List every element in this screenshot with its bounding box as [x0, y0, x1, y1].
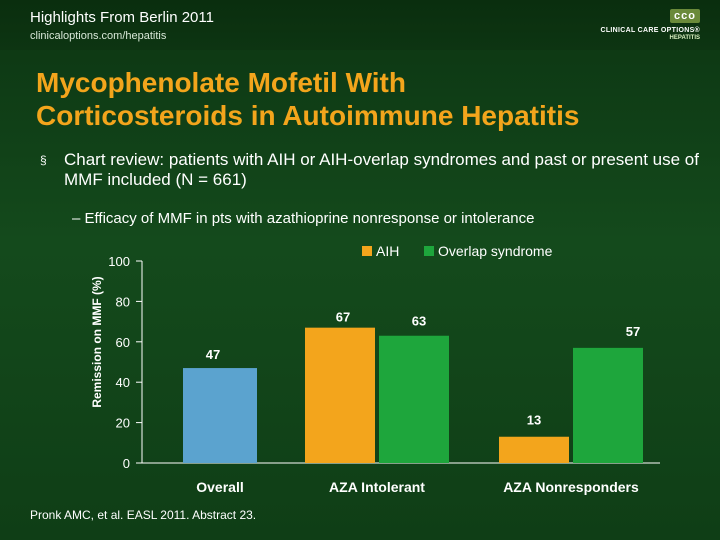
y-tick-label: 0 — [122, 456, 130, 471]
data-label-aih: 67 — [335, 309, 351, 325]
sub-bullet-text: Efficacy of MMF in pts with azathioprine nonresponse or intolerance — [84, 210, 535, 227]
y-tick-label: 40 — [115, 375, 130, 391]
legend-label-aih: AIH — [376, 243, 400, 259]
logo-name: CLINICAL CARE OPTIONS® — [600, 27, 700, 34]
bullet-marker: § — [40, 153, 47, 167]
x-category-label: AZA Nonresponders — [503, 479, 639, 495]
bar-overall — [183, 368, 257, 463]
source-citation: Pronk AMC, et al. EASL 2011. Abstract 23. — [30, 508, 257, 522]
header-bar — [0, 0, 720, 50]
legend-swatch-overlap — [424, 246, 434, 256]
bullet-point — [40, 150, 700, 190]
bar-aih — [305, 328, 375, 463]
y-axis-title: Remission on MMF (%) — [90, 276, 104, 408]
chart-canvas — [0, 235, 720, 505]
data-label-aih: 13 — [526, 412, 542, 428]
data-label-overlap: 57 — [625, 323, 641, 339]
header-title: Highlights From Berlin 2011 — [30, 9, 214, 26]
sub-bullet-dash: – — [72, 210, 81, 227]
bar-overlap — [573, 348, 643, 463]
logo-sub: HEPATITIS — [669, 35, 700, 41]
logo-mark: cco — [670, 9, 700, 23]
header-url[interactable]: clinicaloptions.com/hepatitis — [30, 30, 167, 42]
x-category-label: Overall — [196, 479, 244, 495]
bar-overlap — [379, 336, 449, 463]
y-tick-label: 60 — [115, 334, 130, 350]
x-category-label: AZA Intolerant — [329, 479, 425, 495]
legend-label-overlap: Overlap syndrome — [438, 243, 553, 259]
data-label-overall: 47 — [205, 347, 221, 363]
data-label-overlap: 63 — [411, 313, 427, 329]
slide-title — [36, 66, 579, 132]
slide-title-line-2: Corticosteroids in Autoimmune Hepatitis — [36, 100, 580, 131]
y-tick-label: 20 — [115, 415, 130, 431]
clinical-care-options-logo — [588, 6, 700, 46]
remission-bar-chart — [0, 235, 720, 505]
bullet-text: Chart review: patients with AIH or AIH-overlap syndromes and past or present use of MMF included (N = 661) — [64, 150, 699, 189]
slide-title-line-1: Mycophenolate Mofetil With — [36, 67, 406, 98]
sub-bullet — [72, 210, 534, 227]
y-tick-label: 100 — [108, 254, 130, 269]
legend-swatch-aih — [362, 246, 372, 256]
bar-aih — [499, 437, 569, 463]
y-tick-label: 80 — [115, 294, 130, 310]
